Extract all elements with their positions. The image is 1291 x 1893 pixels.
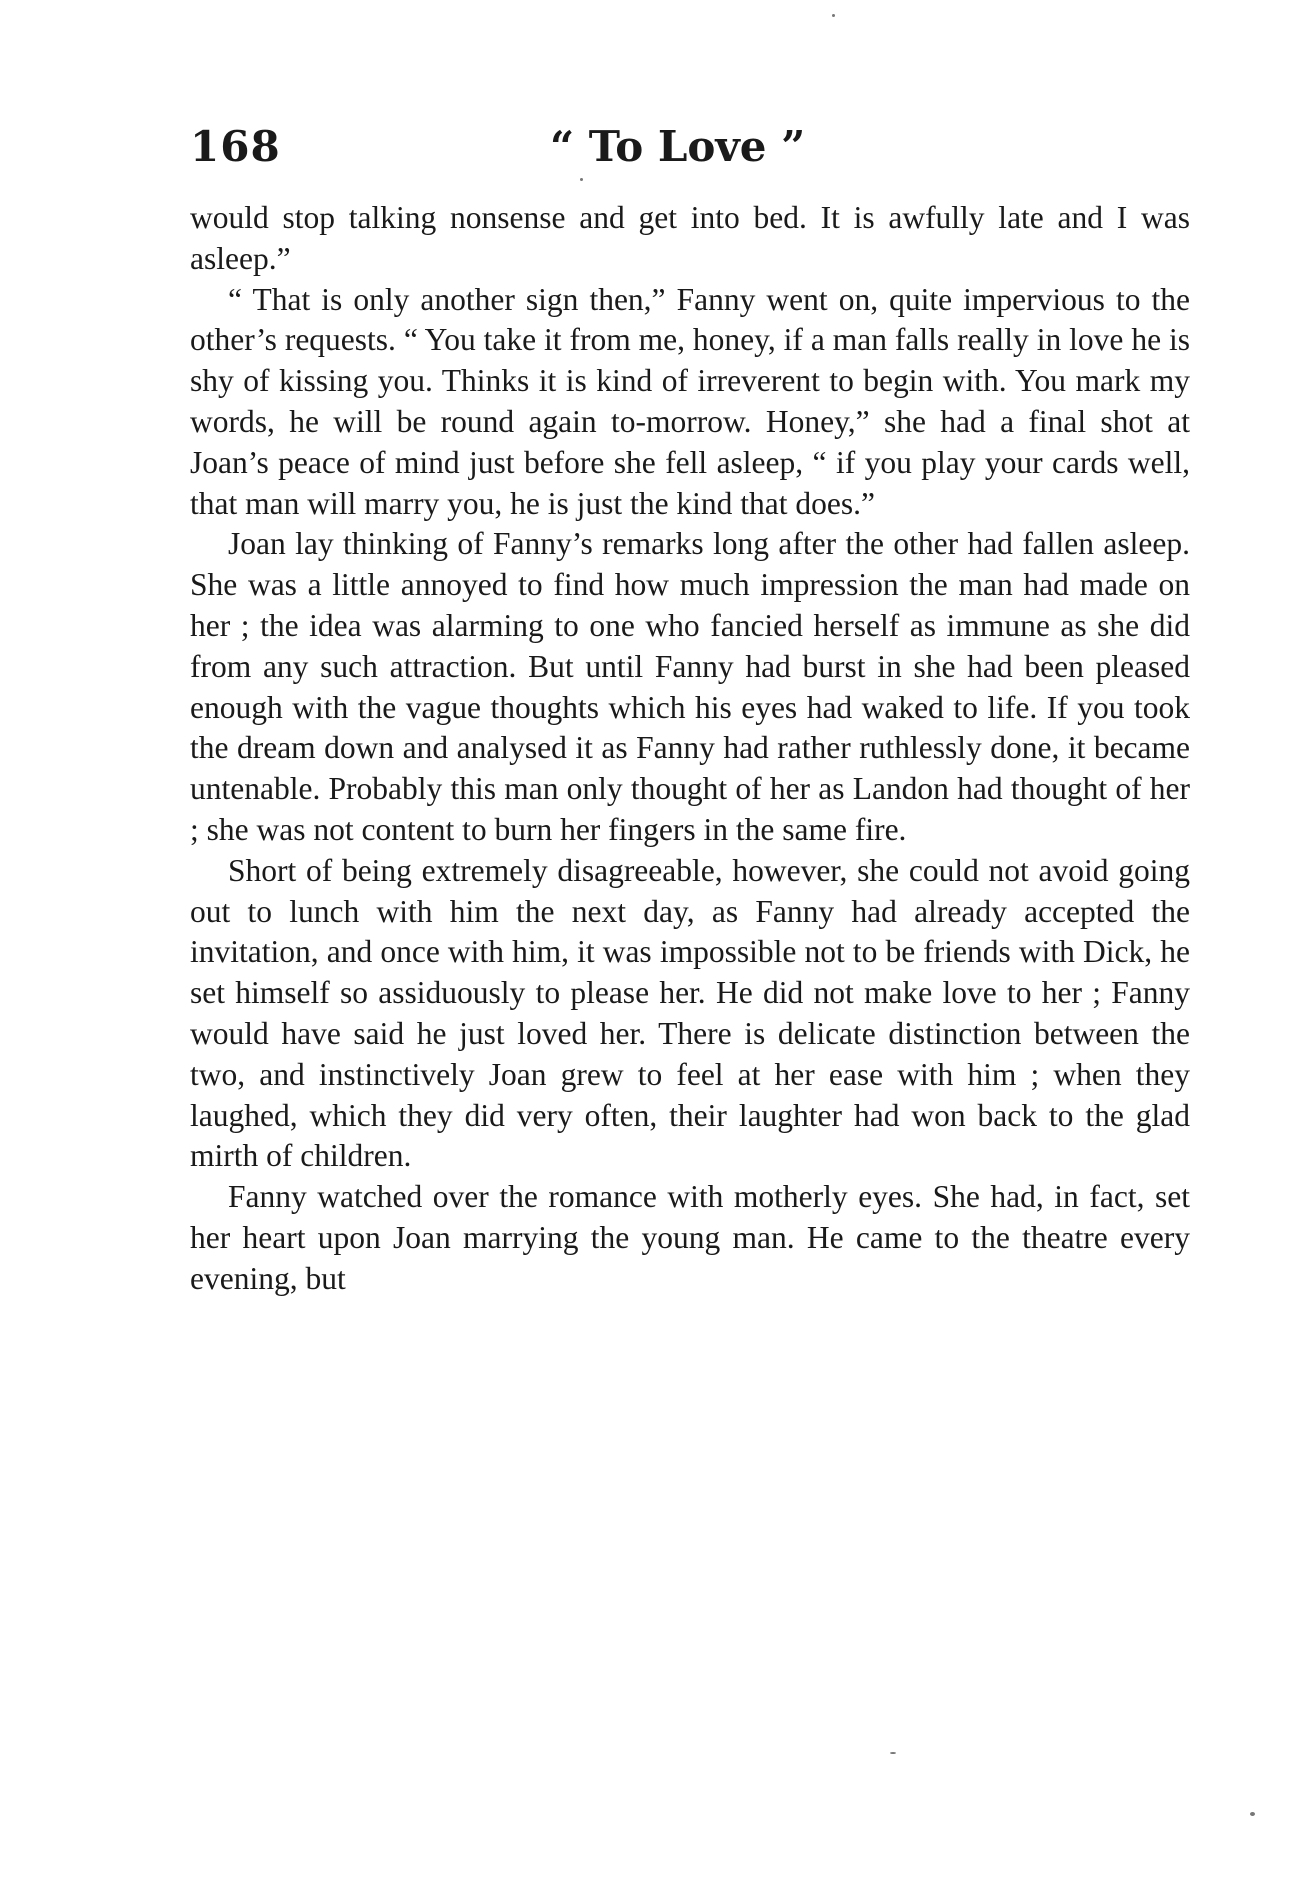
scan-speck [832,14,835,17]
scan-speck [580,178,583,181]
paragraph: would stop talking nonsense and get into bed. It is awfully late and I was asleep.” [190,200,1190,276]
paragraph: “ That is only another sign then,” Fanny went on, quite impervious to the other’s requests. “ You take it from me, honey, if a man falls really in love he is shy of kissing you. Thinks it is kind of irreverent to begin with. You mark my words, he will be round again to-morrow. Honey,” she had a final shot at Joan’s peace of mind just before she fell asleep, “ if you play your cards well, that man will marry you, he is just the kind that does.” [190,281,1190,521]
page-number: 168 [190,122,281,171]
scan-speck [1250,1812,1255,1816]
page-header [190,122,1190,182]
paragraph: Short of being extremely disagreeable, however, she could not avoid going out to lunch with him the next day, as Fanny had already accepted the invitation, and once with him, it was impossible not to be friends with Dick, he set himself so assiduously to please her. He did not make love to her ; Fanny would have said he just loved her. There is delicate distinction between the two, and instinctively Joan grew to feel at her ease with him ; when they laughed, which they did very often, their laughter had won back to the glad mirth of children. [190,852,1190,1174]
running-title: “ To Love ” [550,122,806,171]
paragraph: Fanny watched over the romance with motherly eyes. She had, in fact, set her heart upon Joan marrying the young man. He came to the theatre every evening, but [190,1179,1190,1296]
paragraph: Joan lay thinking of Fanny’s remarks long after the other had fallen asleep. She was a little annoyed to find how much impression the man had made on her ; the idea was alarming to one who fancied herself as immune as she did from any such attraction. But until Fanny had burst in she had been pleased enough with the vague thoughts which his eyes had waked to life. If you took the dream down and analysed it as Fanny had rather ruthlessly done, it became untenable. Probably this man only thought of her as Landon had thought of her ; she was not content to burn her fingers in the same fire. [190,526,1190,847]
scan-speck [890,1752,896,1754]
body-text [190,198,1190,1300]
